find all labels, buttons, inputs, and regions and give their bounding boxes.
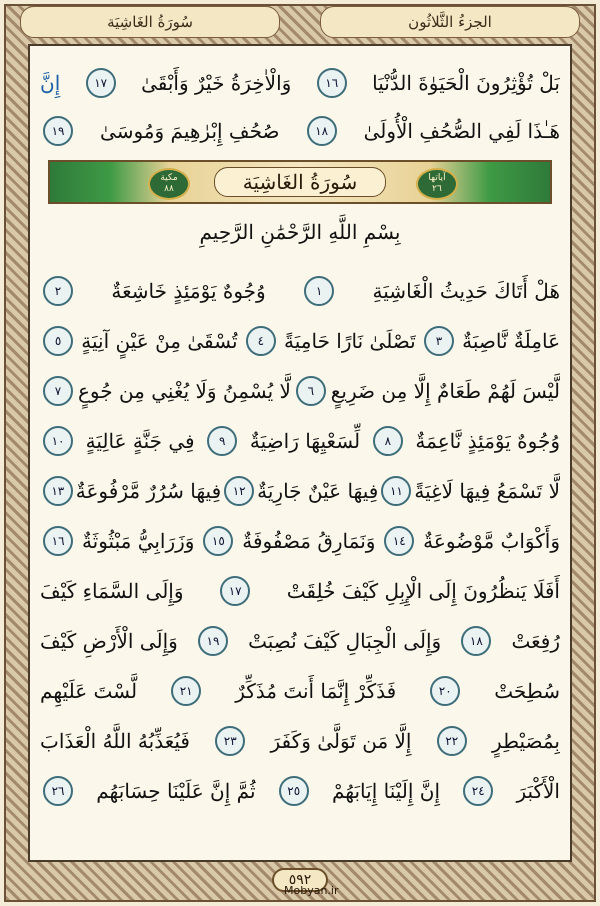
verse-text: تَصْلَىٰ نَارًا حَامِيَةً	[284, 329, 416, 353]
ayah-number-marker: ٨	[373, 426, 403, 456]
verse-text: لَّيْسَ لَهُمْ طَعَامٌ إِلَّا مِن ضَرِيعٍ	[330, 379, 560, 403]
verse-line	[40, 466, 560, 516]
verse-line	[40, 566, 560, 616]
ayah-number-marker: ١٠	[43, 426, 73, 456]
ayah-number-marker: ٢٥	[279, 776, 309, 806]
watermark: Mobyan.ir	[284, 884, 339, 897]
verse-text: صُحُفِ إِبْرٰهِيمَ وَمُوسَىٰ	[100, 119, 280, 143]
surah-name-label: سُورَةُ الغَاشِيَة	[107, 13, 193, 31]
verse-text: لَّا يُسْمِنُ وَلَا يُغْنِي مِن جُوعٍ	[77, 379, 291, 403]
ayah-number-marker: ٢٢	[437, 726, 467, 756]
verse-text: إِنَّ	[40, 71, 61, 95]
ayah-number-marker: ٤	[246, 326, 276, 356]
verse-text: فِيهَا سُرُرٌ مَّرْفُوعَةٌ	[75, 479, 222, 503]
ayah-count-label: آياتها	[428, 173, 446, 183]
verse-text: وَإِلَى الْأَرْضِ كَيْفَ	[40, 629, 178, 653]
ayah-number-marker: ١٦	[43, 526, 73, 556]
verse-line	[40, 366, 560, 416]
ayah-number-marker: ١٦	[317, 68, 347, 98]
ayah-number-marker: ٢٦	[43, 776, 73, 806]
verse-text: وَالْاٰخِرَةُ خَيْرٌ وَأَبْقَىٰ	[141, 71, 292, 95]
ayah-number-marker: ١٨	[461, 626, 491, 656]
ayah-number-marker: ١٧	[86, 68, 116, 98]
ayah-number-marker: ١٧	[220, 576, 250, 606]
verse-text: تُسْقَىٰ مِنْ عَيْنٍ آنِيَةٍ	[81, 329, 238, 353]
verse-text: عَامِلَةٌ نَّاصِبَةٌ	[462, 329, 560, 353]
ayah-number-marker: ٥	[43, 326, 73, 356]
verse-text: هَـٰذَا لَفِي الصُّحُفِ الْأُولَىٰ	[363, 119, 560, 143]
ayah-number-marker: ١	[304, 276, 334, 306]
ayah-number-marker: ١٤	[384, 526, 414, 556]
ayah-number-marker: ١٨	[307, 116, 337, 146]
verse-line	[40, 266, 560, 316]
verse-line	[40, 516, 560, 566]
surah-info-medallion-right	[416, 168, 458, 200]
page-number: ٥٩٢	[272, 868, 328, 892]
juz-label: الجزءُ الثَّلاثُون	[408, 13, 492, 31]
ayah-number-marker: ٢٣	[215, 726, 245, 756]
verse-text: وُجُوهٌ يَوْمَئِذٍ خَاشِعَةٌ	[111, 279, 266, 303]
verse-text: وَإِلَى السَّمَاءِ كَيْفَ	[40, 579, 184, 603]
surah-info-medallion-left	[148, 168, 190, 200]
verse-text: لِّسَعْيِهَا رَاضِيَةٌ	[249, 429, 361, 453]
verse-text: لَّسْتَ عَلَيْهِم	[40, 679, 138, 703]
verse-text: بِمُصَيْطِرٍ	[492, 729, 560, 753]
verse-text: فَيُعَذِّبُهُ اللَّهُ الْعَذَابَ	[40, 729, 190, 753]
verse-text: سُطِحَتْ	[494, 679, 560, 703]
ayah-number-marker: ٢٤	[463, 776, 493, 806]
verse-line	[40, 58, 560, 108]
ayah-number-marker: ١٣	[43, 476, 73, 506]
ayah-count: ٢٦	[432, 184, 442, 194]
ayah-number-marker: ٢١	[171, 676, 201, 706]
verse-text: هَلْ أَتَاكَ حَدِيثُ الْغَاشِيَةِ	[372, 279, 560, 303]
verse-line	[40, 316, 560, 366]
verse-text: فَذَكِّرْ إِنَّمَا أَنتَ مُذَكِّرٌ	[235, 679, 397, 703]
verse-text: بَلْ تُؤْثِرُونَ الْحَيَوٰةَ الدُّنْيَا	[372, 71, 560, 95]
verse-text: ثُمَّ إِنَّ عَلَيْنَا حِسَابَهُم	[96, 779, 256, 803]
verse-text: إِلَّا مَن تَوَلَّىٰ وَكَفَرَ	[270, 729, 412, 753]
verse-text: فِي جَنَّةٍ عَالِيَةٍ	[85, 429, 195, 453]
juz-header	[320, 6, 580, 38]
verse-line	[40, 766, 560, 816]
verse-text: وَنَمَارِقُ مَصْفُوفَةٌ	[242, 529, 376, 553]
verse-text: إِنَّ إِلَيْنَا إِيَابَهُمْ	[331, 779, 441, 803]
ayah-number-marker: ١١	[381, 476, 411, 506]
ayah-number-marker: ١٥	[203, 526, 233, 556]
verse-text: وَزَرَابِيُّ مَبْثُوثَةٌ	[81, 529, 195, 553]
surah-title: سُورَةُ الغَاشِيَة	[214, 167, 387, 197]
ayah-number-marker: ٢٠	[430, 676, 460, 706]
verse-text: وَإِلَى الْجِبَالِ كَيْفَ نُصِبَتْ	[248, 629, 442, 653]
revelation-type: مكية	[160, 173, 178, 183]
verse-line	[40, 716, 560, 766]
ayah-number-marker: ١٩	[43, 116, 73, 146]
surah-name-header	[20, 6, 280, 38]
verse-text: رُفِعَتْ	[511, 629, 560, 653]
verse-text: الْأَكْبَرَ	[516, 779, 560, 803]
verse-line	[40, 616, 560, 666]
basmala: بِسْمِ اللَّهِ الرَّحْمَٰنِ الرَّحِيمِ	[199, 220, 401, 244]
ayah-number-marker: ٧	[43, 376, 73, 406]
verse-text: وَأَكْوَابٌ مَّوْضُوعَةٌ	[423, 529, 560, 553]
verse-text: لَّا تَسْمَعُ فِيهَا لَاغِيَةً	[414, 479, 560, 503]
ayah-number-marker: ٩	[207, 426, 237, 456]
ayah-number-marker: ٦	[296, 376, 326, 406]
ayah-number-marker: ١٢	[224, 476, 254, 506]
surah-title-banner	[48, 160, 552, 204]
verse-line	[40, 666, 560, 716]
verse-text: فِيهَا عَيْنٌ جَارِيَةٌ	[257, 479, 379, 503]
verse-line	[40, 416, 560, 466]
surah-number: ٨٨	[164, 184, 174, 194]
ayah-number-marker: ١٩	[198, 626, 228, 656]
verse-line	[40, 106, 560, 156]
verse-text: أَفَلَا يَنظُرُونَ إِلَى الْإِبِلِ كَيْفَ خُلِقَتْ	[286, 579, 560, 603]
ayah-number-marker: ٣	[424, 326, 454, 356]
ayah-number-marker: ٢	[43, 276, 73, 306]
verse-text: وُجُوهٌ يَوْمَئِذٍ نَّاعِمَةٌ	[415, 429, 560, 453]
